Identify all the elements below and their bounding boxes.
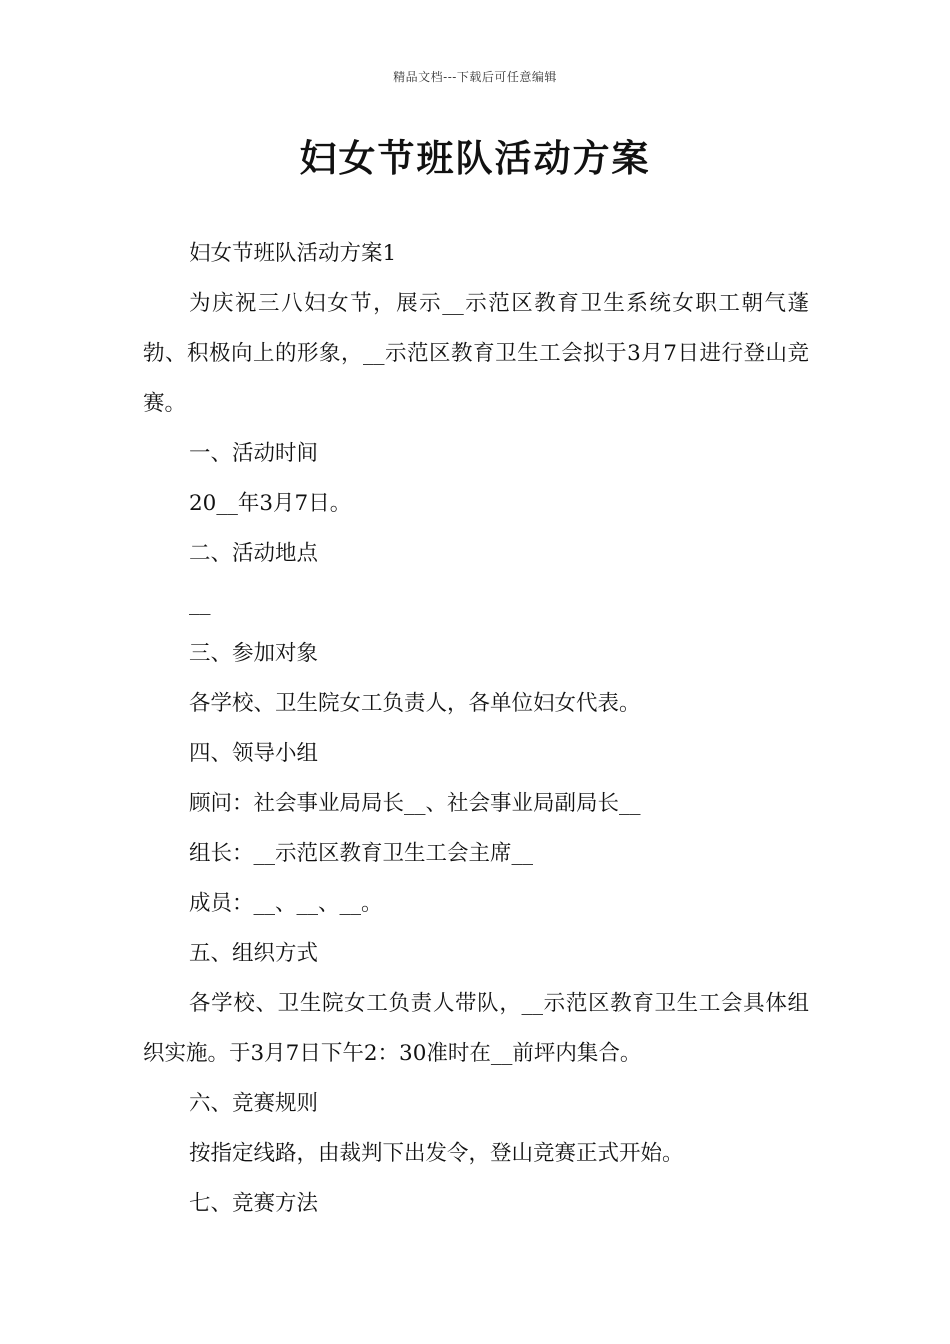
heading-participants: 三、参加对象 (189, 641, 319, 666)
activity-location-text: __ (189, 591, 211, 616)
heading-competition-rules: 六、竞赛规则 (189, 1091, 319, 1116)
document-title: 妇女节班队活动方案 (299, 137, 651, 180)
participants-text: 各学校、卫生院女工负责人，各单位妇女代表。 (189, 691, 641, 716)
heading-leadership-group: 四、领导小组 (189, 741, 319, 766)
heading-organization: 五、组织方式 (189, 941, 319, 966)
heading-activity-time: 一、活动时间 (189, 441, 319, 466)
organization-text: 各学校、卫生院女工负责人带队，__示范区教育卫生工会具体组织实施。于3月7日下午2：30准时在__前坪内集合。 (143, 991, 809, 1066)
group-leader-text: 组长：__示范区教育卫生工会主席__ (189, 841, 534, 866)
competition-rules-text: 按指定线路，由裁判下出发令，登山竞赛正式开始。 (189, 1141, 684, 1166)
header-note: 精品文档---下载后可任意编辑 (393, 70, 557, 84)
heading-activity-location: 二、活动地点 (189, 541, 319, 566)
intro-paragraph: 为庆祝三八妇女节，展示__示范区教育卫生系统女职工朝气蓬勃、积极向上的形象，__示范区教育卫生工会拟于3月7日进行登山竞赛。 (143, 291, 809, 416)
advisors-text: 顾问：社会事业局局长__、社会事业局副局长__ (189, 791, 641, 816)
document-body (143, 229, 809, 1229)
activity-time-text: 20__年3月7日。 (189, 491, 352, 516)
members-text: 成员：__、__、__。 (189, 891, 383, 916)
section-heading-plan-1: 妇女节班队活动方案1 (189, 241, 397, 266)
heading-competition-method: 七、竞赛方法 (189, 1191, 319, 1216)
